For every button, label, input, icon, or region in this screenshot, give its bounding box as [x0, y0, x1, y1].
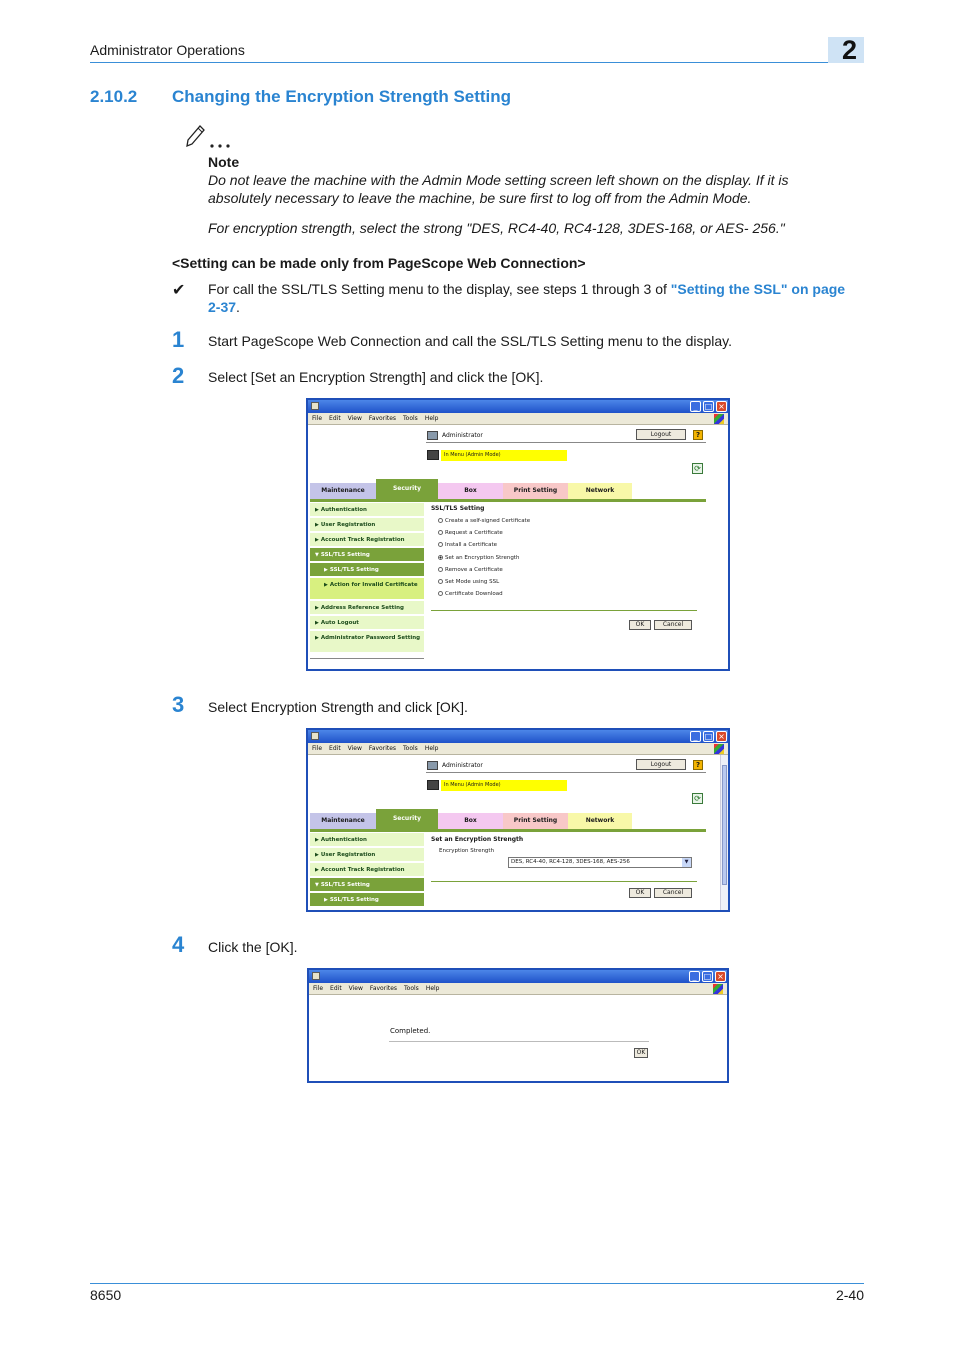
title-bar	[309, 970, 727, 983]
tab-security[interactable]: Security	[376, 809, 438, 829]
step-number: 3	[172, 692, 185, 717]
sidebar-item-label: Administrator Password Setting	[320, 635, 421, 641]
help-icon[interactable]: ?	[693, 760, 703, 770]
note-label: Note	[208, 154, 240, 170]
screenshot-ssl-tls-setting	[306, 398, 730, 671]
menu-tools[interactable]: Tools	[404, 985, 419, 992]
sidebar-item-label: User Registration	[320, 522, 376, 528]
sidebar-item-ssl-tls[interactable]: ▼ SSL/TLS Setting	[310, 548, 424, 562]
close-button[interactable]: ×	[716, 401, 727, 412]
cancel-button[interactable]: Cancel	[654, 888, 692, 898]
sidebar-item-user-registration[interactable]: ▶ User Registration	[310, 848, 424, 862]
menu-file[interactable]: File	[312, 415, 323, 422]
ok-button[interactable]: OK	[629, 888, 651, 898]
footer-rule	[90, 1283, 864, 1284]
tab-underline	[310, 829, 706, 832]
sidebar-item-label: SSL/TLS Setting	[329, 567, 379, 573]
minimize-button[interactable]: _	[690, 731, 701, 742]
sidebar-item-authentication[interactable]: ▶ Authentication	[310, 503, 424, 517]
tab-network[interactable]: Network	[568, 483, 632, 499]
radio-label: Create a self-signed Certificate	[445, 518, 531, 524]
section-number: 2.10.2	[90, 87, 138, 106]
chevron-down-icon[interactable]: ▼	[682, 858, 691, 867]
menu-bar	[308, 413, 728, 425]
tab-print-setting[interactable]: Print Setting	[503, 483, 568, 499]
vertical-scrollbar[interactable]	[720, 755, 728, 910]
sidebar-item-admin-password[interactable]: ▶ Administrator Password Setting	[310, 631, 424, 653]
menu-help[interactable]: Help	[425, 985, 440, 992]
step-text: Start PageScope Web Connection and call the SSL/TLS Setting menu to the display.	[208, 333, 733, 349]
screenshot-completed	[307, 968, 729, 1083]
radio-label: Set an Encryption Strength	[445, 555, 520, 561]
title-bar	[308, 400, 728, 413]
step-text: Select Encryption Strength and click [OK].	[208, 699, 468, 715]
note-text-encryption: For encryption strength, select the strong "DES, RC4-40, RC4-128, 3DES-168, or AES- 256."	[208, 220, 785, 236]
section-title: Changing the Encryption Strength Setting	[172, 87, 512, 106]
menu-view[interactable]: View	[347, 415, 362, 422]
content-title: SSL/TLS Setting	[431, 505, 485, 512]
windows-logo-icon	[714, 744, 724, 754]
sidebar-item-address-reference[interactable]: ▶ Address Reference Setting	[310, 601, 424, 615]
sidebar-item-authentication[interactable]: ▶ Authentication	[310, 833, 424, 847]
maximize-button[interactable]: □	[704, 402, 713, 411]
menu-favorites[interactable]: Favorites	[369, 985, 398, 992]
menu-tools[interactable]: Tools	[403, 745, 418, 752]
admin-label: Administrator	[442, 762, 483, 769]
tab-box[interactable]: Box	[438, 483, 503, 499]
refresh-icon[interactable]: ⟳	[692, 463, 703, 474]
logout-button[interactable]: Logout	[636, 759, 686, 770]
admin-mode-bar: In Menu (Admin Mode)	[441, 780, 567, 791]
message-divider	[389, 1041, 649, 1042]
menu-view[interactable]: View	[347, 745, 362, 752]
footer-model: 8650	[90, 1287, 122, 1303]
tab-box[interactable]: Box	[438, 813, 503, 829]
radio-label: Install a Certificate	[445, 542, 497, 548]
radio-remove-certificate[interactable]	[438, 567, 503, 573]
header-rule	[90, 62, 864, 63]
radio-label: Request a Certificate	[445, 530, 503, 536]
menu-favorites[interactable]: Favorites	[368, 415, 397, 422]
radio-install-certificate[interactable]	[438, 542, 497, 548]
sidebar-item-label: Authentication	[320, 837, 367, 843]
content-divider	[431, 881, 697, 882]
windows-logo-icon	[713, 984, 723, 994]
menu-file[interactable]: File	[312, 745, 323, 752]
app-icon	[311, 402, 319, 410]
content-title: Set an Encryption Strength	[431, 836, 524, 843]
sidebar-item-label: SSL/TLS Setting	[320, 552, 370, 558]
tab-security[interactable]: Security	[376, 479, 438, 499]
check-text	[208, 280, 848, 316]
tab-underline	[310, 499, 706, 502]
admin-icon	[427, 761, 438, 770]
sidebar-item-label: Authentication	[320, 507, 367, 513]
printer-icon	[427, 450, 439, 460]
menu-edit[interactable]: Edit	[329, 415, 341, 422]
menu-favorites[interactable]: Favorites	[368, 745, 397, 752]
ok-button[interactable]: OK	[629, 620, 651, 630]
admin-mode-bar: In Menu (Admin Mode)	[441, 450, 567, 461]
app-icon	[312, 972, 320, 980]
menu-edit[interactable]: Edit	[329, 745, 341, 752]
minimize-button[interactable]: _	[689, 971, 700, 982]
sidebar-subitem-invalid-certificate[interactable]: ▶ Action for Invalid Certificate	[310, 578, 424, 600]
radio-create-certificate[interactable]	[438, 518, 530, 524]
admin-label: Administrator	[442, 432, 483, 439]
step-number: 1	[172, 327, 185, 352]
sidebar-item-ssl-tls[interactable]: ▼ SSL/TLS Setting	[310, 878, 424, 892]
pencil-note-icon	[186, 122, 232, 150]
step-text: Click the [OK].	[208, 939, 298, 955]
radio-label: Remove a Certificate	[445, 567, 503, 573]
chapter-number: 2	[842, 35, 858, 65]
completed-message: Completed.	[390, 1027, 431, 1035]
close-button[interactable]: ×	[716, 731, 727, 742]
step-number: 4	[172, 932, 185, 957]
sidebar-item-label: Auto Logout	[320, 620, 359, 626]
printer-icon	[427, 780, 439, 790]
radio-ssl-mode[interactable]	[438, 579, 499, 585]
setting-ssl-link[interactable]: "Setting the SSL" on page 2-37	[208, 281, 846, 315]
content-divider	[431, 610, 697, 611]
sidebar-item-label: Address Reference Setting	[320, 605, 404, 611]
note-text: Do not leave the machine with the Admin Mode setting screen left shown on the display. If it is absolutely necessary to leave the machine, be sure first to log off from the Admin Mode.	[208, 172, 789, 206]
sidebar-item-user-registration[interactable]: ▶ User Registration	[310, 518, 424, 532]
menu-help[interactable]: Help	[424, 415, 439, 422]
menu-bar	[308, 743, 728, 755]
radio-encryption-strength[interactable]	[438, 555, 519, 561]
ok-button[interactable]: OK	[634, 1048, 648, 1058]
encryption-strength-label: Encryption Strength	[439, 848, 495, 854]
sidebar-item-label: User Registration	[320, 852, 376, 858]
tab-print-setting[interactable]: Print Setting	[503, 813, 568, 829]
check-text-before: For call the SSL/TLS Setting menu to the display, see steps 1 through 3 of	[208, 281, 671, 297]
sidebar-item-label: SSL/TLS Setting	[320, 882, 370, 888]
sidebar-bottom-rule	[310, 658, 424, 659]
radio-label: Certificate Download	[445, 591, 503, 597]
title-bar	[308, 730, 728, 743]
app-icon	[311, 732, 319, 740]
menu-view[interactable]: View	[348, 985, 363, 992]
tab-network[interactable]: Network	[568, 813, 632, 829]
select-value: DES, RC4-40, RC4-128, 3DES-168, AES-256	[511, 859, 630, 865]
step-text: Select [Set an Encryption Strength] and click the [OK].	[208, 369, 544, 385]
checkmark-icon: ✔	[172, 282, 186, 299]
refresh-icon[interactable]: ⟳	[692, 793, 703, 804]
scrollbar-thumb[interactable]	[722, 765, 727, 885]
menu-file[interactable]: File	[313, 985, 324, 992]
step-number: 2	[172, 363, 185, 388]
pagescope-heading: <Setting can be made only from PageScope Web Connection>	[172, 255, 586, 271]
radio-certificate-download[interactable]	[438, 591, 503, 597]
check-text-after: .	[236, 299, 240, 315]
sidebar-item-account-track[interactable]: ▶ Account Track Registration	[310, 533, 424, 547]
sidebar-item-label: Action for Invalid Certificate	[329, 582, 418, 588]
admin-icon	[427, 431, 438, 440]
menu-bar	[309, 983, 727, 995]
sidebar-item-account-track[interactable]: ▶ Account Track Registration	[310, 863, 424, 877]
radio-label: Set Mode using SSL	[445, 579, 500, 585]
sidebar-subitem-ssl-tls[interactable]: ▶ SSL/TLS Setting	[310, 893, 424, 907]
maximize-button[interactable]: □	[703, 972, 712, 981]
sidebar-item-label: Account Track Registration	[320, 537, 405, 543]
sidebar-item-label: SSL/TLS Setting	[329, 897, 379, 903]
minimize-button[interactable]: _	[690, 401, 701, 412]
tab-maintenance[interactable]: Maintenance	[310, 813, 376, 829]
maximize-button[interactable]: □	[704, 732, 713, 741]
help-icon[interactable]: ?	[693, 430, 703, 440]
screenshot-encryption-strength	[306, 728, 730, 912]
menu-tools[interactable]: Tools	[403, 415, 418, 422]
sidebar-subitem-ssl-tls[interactable]: ▶ SSL/TLS Setting	[310, 563, 424, 577]
tab-maintenance[interactable]: Maintenance	[310, 483, 376, 499]
windows-logo-icon	[714, 414, 724, 424]
encryption-strength-select[interactable]	[508, 857, 692, 868]
sidebar-item-label: Account Track Registration	[320, 867, 405, 873]
running-header: Administrator Operations	[90, 42, 245, 58]
radio-request-certificate[interactable]	[438, 530, 503, 536]
sidebar-item-auto-logout[interactable]: ▶ Auto Logout	[310, 616, 424, 630]
close-button[interactable]: ×	[715, 971, 726, 982]
admin-underline	[426, 442, 706, 443]
admin-underline	[426, 772, 706, 773]
menu-help[interactable]: Help	[424, 745, 439, 752]
menu-edit[interactable]: Edit	[330, 985, 342, 992]
logout-button[interactable]: Logout	[636, 429, 686, 440]
footer-page-number: 2-40	[835, 1287, 864, 1303]
cancel-button[interactable]: Cancel	[654, 620, 692, 630]
